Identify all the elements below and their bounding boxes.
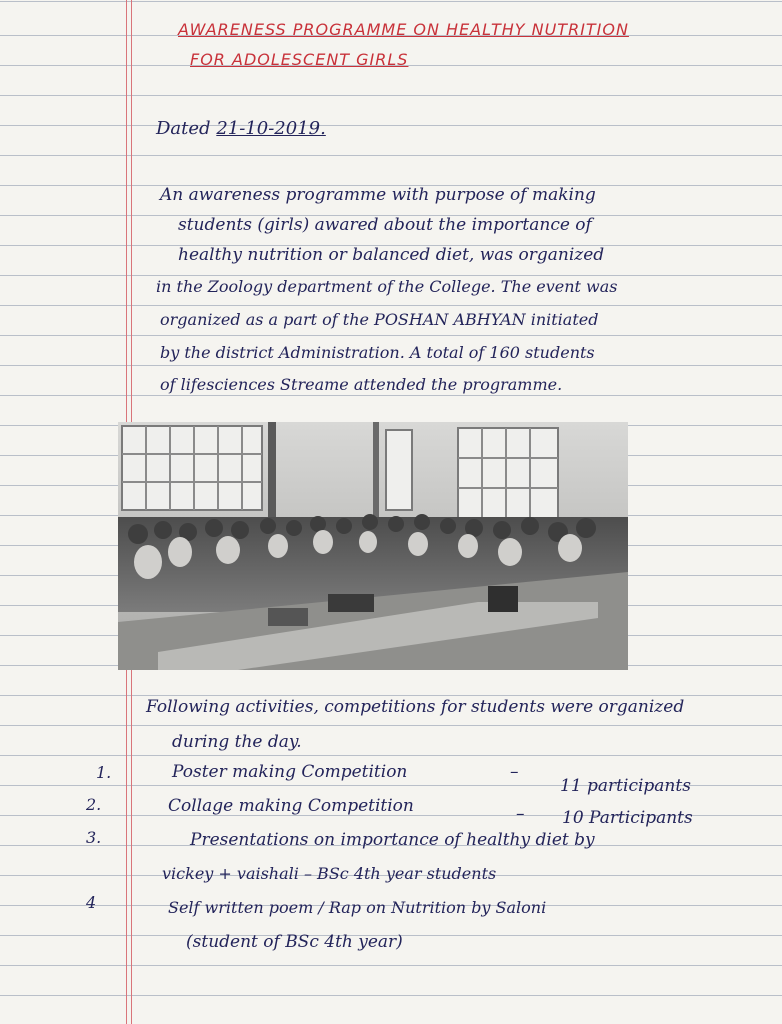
paragraph-line: An awareness programme with purpose of making	[160, 185, 596, 205]
paragraph-line: in the Zoology department of the College. The event was	[156, 277, 618, 296]
activities-intro-line: Following activities, competitions for students were organized	[146, 697, 685, 717]
activity-number: 4	[86, 893, 97, 912]
activity-number: 3.	[86, 828, 102, 847]
paragraph-line: healthy nutrition or balanced diet, was organized	[178, 245, 605, 265]
activities-intro-line: during the day.	[172, 732, 302, 752]
activity-dash: –	[510, 762, 519, 782]
paragraph-line: organized as a part of the POSHAN ABHYAN initiated	[160, 310, 599, 329]
activity-number: 1.	[96, 763, 112, 782]
activity-text: Self written poem / Rap on Nutrition by Saloni	[168, 898, 547, 917]
paragraph-line: students (girls) awared about the importance of	[178, 215, 592, 235]
paragraph-line: by the district Administration. A total of 160 students	[160, 343, 595, 362]
date-value: 21-10-2019.	[216, 118, 326, 139]
activity-text: Poster making Competition	[172, 762, 408, 782]
activity-count: 11 participants	[560, 776, 691, 796]
activity-count: 10 Participants	[562, 808, 693, 828]
activity-number: 2.	[86, 795, 102, 814]
classroom-photo	[118, 422, 628, 670]
title-line-2: FOR ADOLESCENT GIRLS	[190, 50, 409, 69]
activity-text-line2: vickey + vaishali – BSc 4th year students	[162, 864, 497, 883]
classroom-photo-icon	[118, 422, 628, 670]
activity-text: Collage making Competition	[168, 796, 414, 816]
date-row	[156, 118, 326, 139]
activity-dash: –	[516, 804, 525, 824]
activity-text: Presentations on importance of healthy diet by	[190, 830, 595, 850]
title-line-1: AWARENESS PROGRAMME ON HEALTHY NUTRITION	[178, 20, 629, 39]
paragraph-line: of lifesciences Streame attended the programme.	[160, 375, 563, 394]
date-label: Dated	[156, 118, 211, 139]
activity-text-line2: (student of BSc 4th year)	[186, 932, 403, 952]
